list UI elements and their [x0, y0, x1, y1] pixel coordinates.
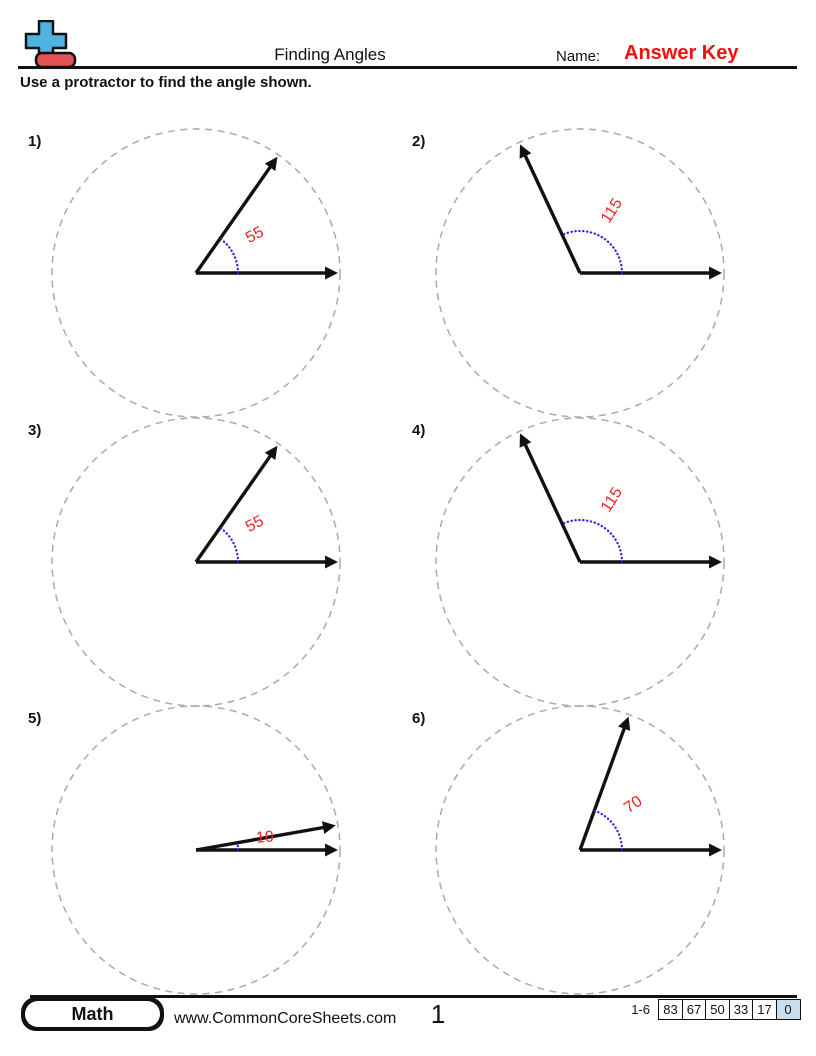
problem-number: 4)	[412, 422, 426, 439]
score-cell: 50	[705, 999, 730, 1020]
angle-figure	[4, 127, 388, 419]
angle-ray	[525, 443, 580, 562]
angle-answer-label: 115	[598, 484, 627, 516]
angle-arc	[594, 811, 622, 850]
problem-2	[388, 127, 772, 419]
problem-5	[4, 704, 388, 996]
page-number: 1	[430, 999, 446, 1029]
angle-figure	[388, 416, 772, 708]
angle-answer-label: 55	[243, 512, 267, 536]
angle-figure	[4, 416, 388, 708]
problem-4	[388, 416, 772, 708]
header-rule	[18, 66, 797, 69]
angle-ray	[525, 154, 580, 273]
subject-badge	[21, 997, 164, 1031]
problem-number: 6)	[412, 710, 426, 727]
angle-arc	[220, 239, 238, 273]
score-cell: 83	[658, 999, 683, 1020]
problem-1	[4, 127, 388, 419]
problem-number: 2)	[412, 133, 426, 150]
angle-figure	[388, 127, 772, 419]
score-cells	[658, 999, 801, 1020]
problem-number: 1)	[28, 133, 42, 150]
score-table	[622, 999, 801, 1020]
commoncoresheets-logo	[24, 20, 78, 70]
worksheet-title: Finding Angles	[274, 45, 386, 64]
name-label: Name:	[556, 48, 601, 65]
problem-number: 5)	[28, 710, 42, 727]
answer-key-text: Answer Key	[624, 42, 739, 64]
score-cell: 67	[682, 999, 707, 1020]
angle-ray	[196, 455, 271, 562]
problem-number: 3)	[28, 422, 42, 439]
angle-answer-label: 55	[243, 223, 267, 247]
score-range-label: 1-6	[631, 1002, 650, 1017]
score-cell: 17	[752, 999, 777, 1020]
problem-6	[388, 704, 772, 996]
minus-icon	[36, 53, 75, 67]
score-cell: 33	[729, 999, 754, 1020]
problem-3	[4, 416, 388, 708]
angle-ray	[196, 166, 271, 273]
angle-answer-label: 10	[255, 828, 275, 847]
score-cell: 0	[776, 999, 801, 1020]
angle-arc	[220, 528, 238, 562]
angle-answer-label: 70	[621, 792, 646, 817]
angle-answer-label: 115	[598, 195, 627, 227]
angle-figure	[4, 704, 388, 996]
subject-badge-label: Math	[25, 1001, 160, 1027]
angle-figure	[388, 704, 772, 996]
instruction-text: Use a protractor to find the angle shown.	[20, 74, 312, 91]
website-text: www.CommonCoreSheets.com	[174, 1010, 397, 1027]
